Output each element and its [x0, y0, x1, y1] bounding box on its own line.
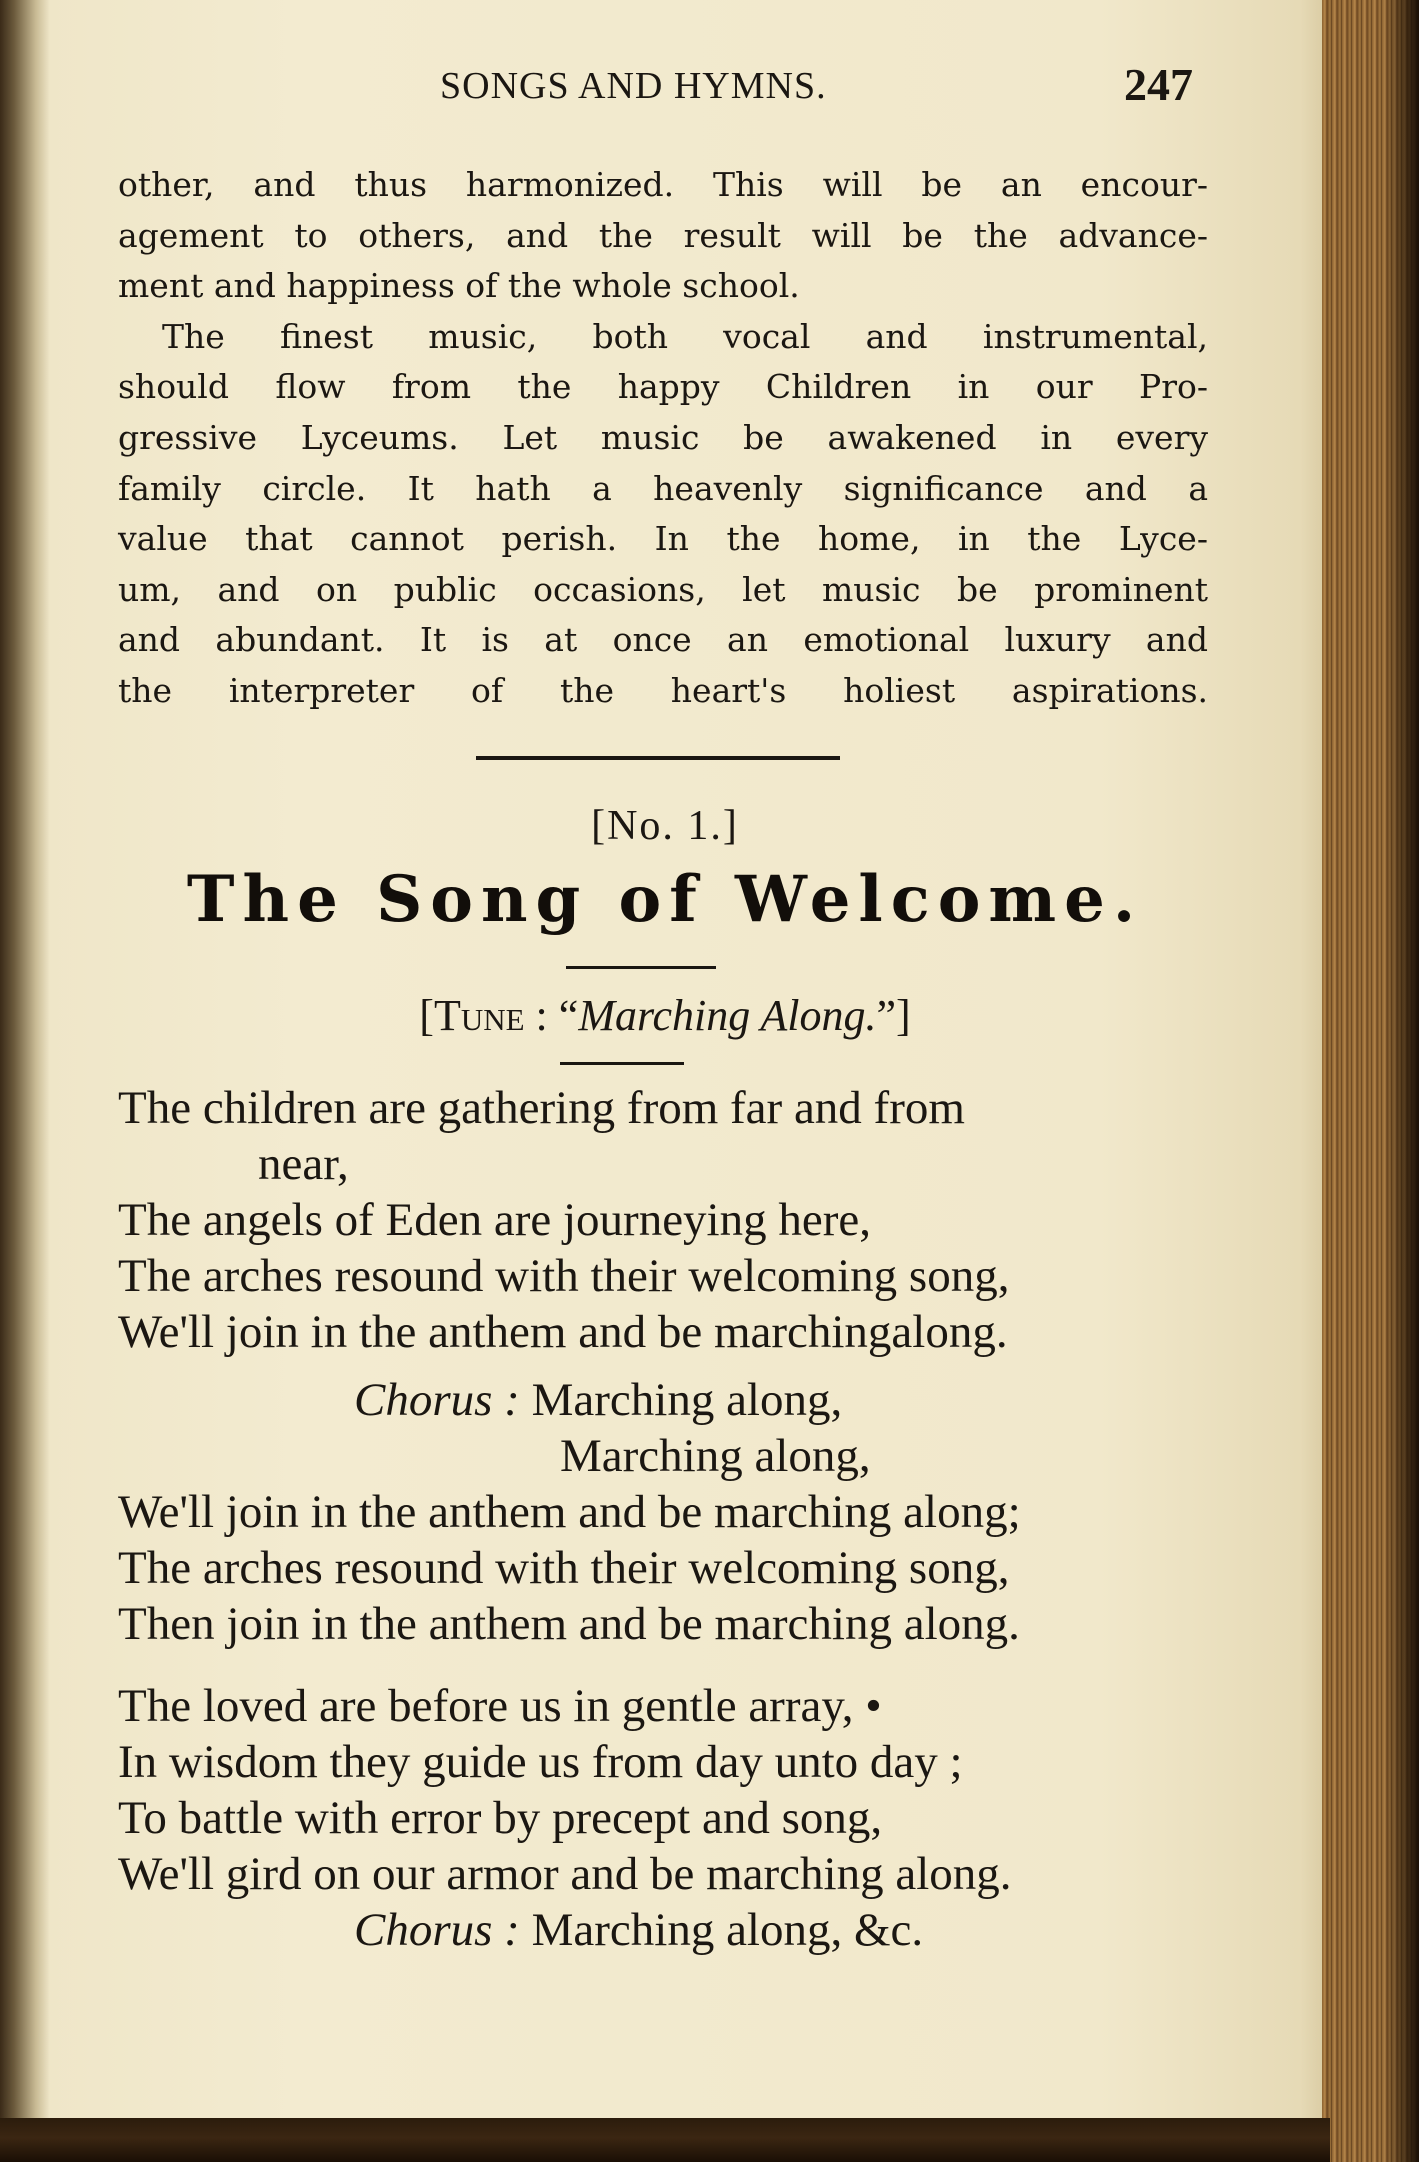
verse-line: We'll gird on our armor and be marching along. [118, 1848, 1012, 1900]
prose-line: value that cannot perish. In the home, in the Lyce- [118, 519, 1208, 559]
prose-line: um, and on public occasions, let music be prominent [118, 569, 1208, 609]
prose-line: should flow from the happy Children in our Pro- [118, 367, 1208, 407]
prose-line: the interpreter of the heart's holiest aspirations. [118, 670, 1208, 710]
chorus-line: The arches resound with their welcoming song, [118, 1542, 1010, 1594]
tune-underline [560, 1062, 684, 1065]
chorus-1 [118, 1372, 1208, 1652]
chorus-label: Chorus : [354, 1904, 520, 1956]
prose-line: other, and thus harmonized. This will be an encour- [118, 165, 1208, 204]
prose-line: family circle. It hath a heavenly significance and a [118, 468, 1208, 508]
verse-line: We'll join in the anthem and be marchingalong. [118, 1306, 1008, 1358]
prose-line: and abundant. It is at once an emotional luxury and [118, 620, 1208, 660]
prose-line: agement to others, and the result will be the advance- [118, 215, 1208, 255]
chorus-first-line [118, 1372, 1208, 1428]
prose-line: The finest music, both vocal and instrumental, [162, 316, 1208, 356]
verse-1 [118, 1080, 1208, 1360]
tune-suffix: ”] [876, 991, 911, 1040]
running-head: SONGS AND HYMNS. [440, 65, 827, 107]
title-underline [566, 966, 716, 969]
prose-line: gressive Lyceums. Let music be awakened in every [118, 417, 1208, 457]
chorus-line: We'll join in the anthem and be marching along; [118, 1486, 1021, 1538]
chorus-label: Chorus : [354, 1374, 520, 1426]
chorus-2-line [118, 1902, 1208, 1958]
verse-line: The children are gathering from far and from [118, 1082, 965, 1134]
song-title: The Song of Welcome. [186, 862, 1144, 937]
tune-line [0, 990, 1330, 1041]
section-divider [476, 756, 840, 760]
verse-line: The angels of Eden are journeying here, [118, 1194, 871, 1246]
prose-line: ment and happiness of the whole school. [118, 266, 800, 306]
book-bottom-edge [0, 2118, 1330, 2162]
verse-line: The loved are before us in gentle array, • [118, 1680, 882, 1732]
verse-line: The arches resound with their welcoming song, [118, 1250, 1010, 1302]
chorus-line: Marching along, &c. [531, 1904, 924, 1956]
chorus-line: Then join in the anthem and be marching along. [118, 1598, 1020, 1650]
verse-line: To battle with error by precept and song, [118, 1792, 883, 1844]
verse-2 [118, 1678, 1208, 1958]
book-fore-edge [1322, 0, 1419, 2162]
tune-separator: : “ [524, 991, 579, 1040]
song-number: [No. 1.] [591, 803, 739, 849]
chorus-line: Marching along, [531, 1374, 843, 1426]
book-gutter [0, 0, 50, 2125]
verse-line: near, [258, 1138, 349, 1190]
prose-block [118, 160, 1208, 717]
page-number: 247 [1124, 59, 1193, 110]
verse-line: In wisdom they guide us from day unto day ; [118, 1736, 963, 1788]
tune-name: Marching Along. [578, 991, 877, 1040]
chorus-line: Marching along, [560, 1430, 871, 1482]
tune-prefix: [Tune [419, 991, 525, 1040]
